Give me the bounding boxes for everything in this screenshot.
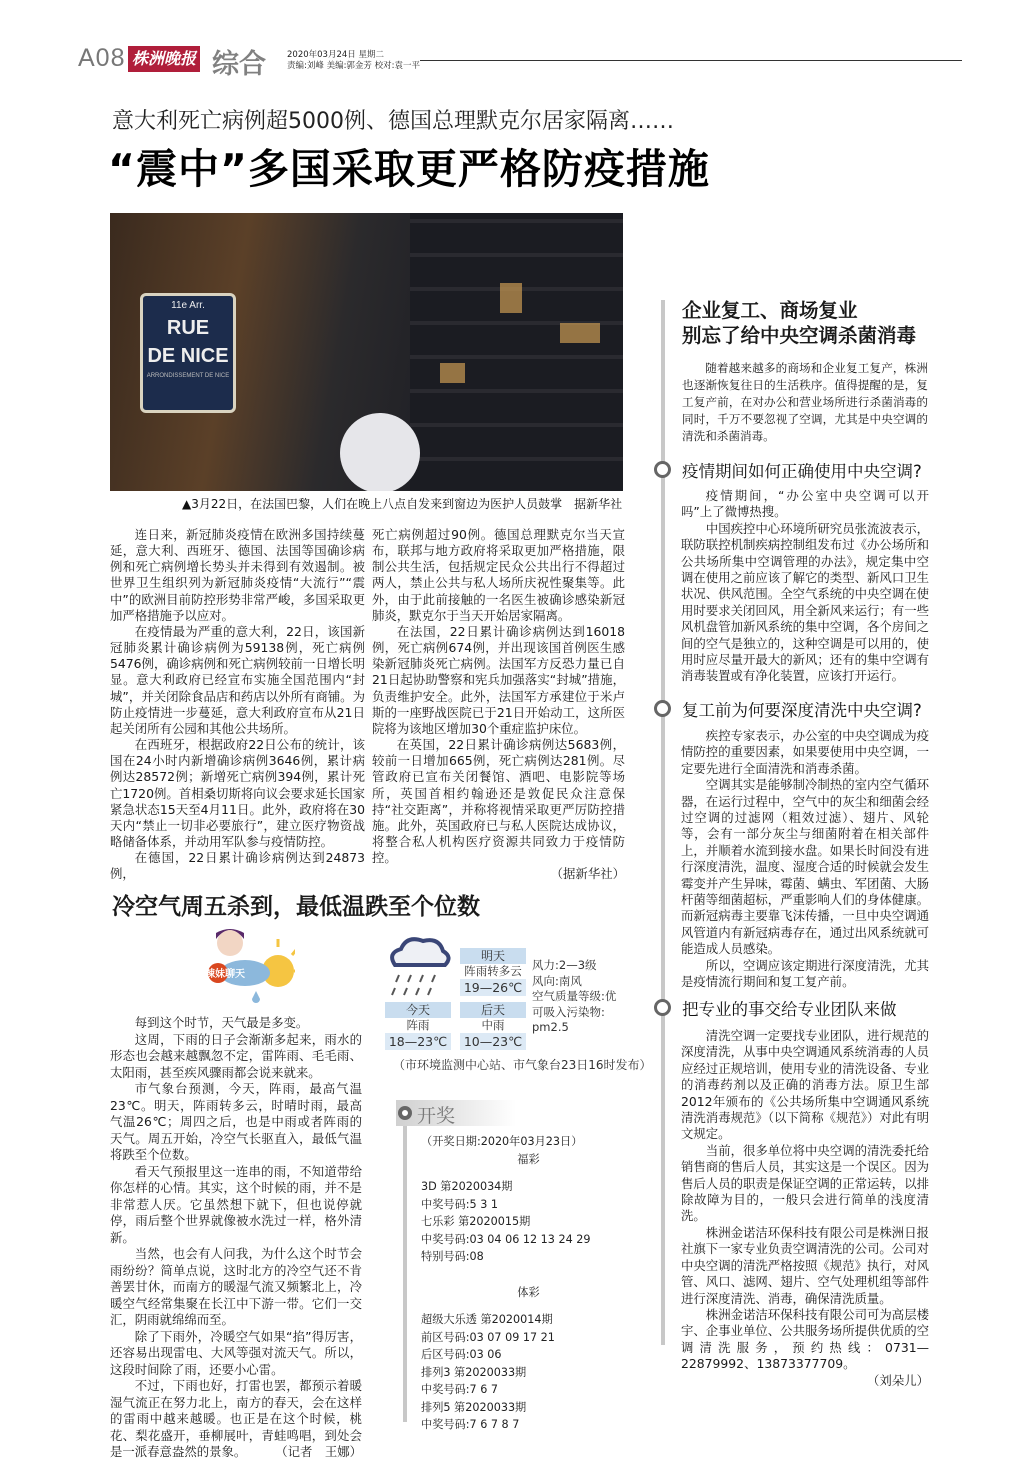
forecast-source: （市环境监测中心站、市气象台23日16时发布） — [393, 1058, 652, 1072]
lottery-results — [421, 1133, 636, 1434]
sidebar-byline: （刘朵儿） — [867, 1372, 929, 1388]
sign-line: 11e Arr. — [171, 300, 205, 311]
article-paragraph: 除了下雨外，冷暖空气如果“掐”得厉害，还容易出现雷电、大风等强对流天气。所以，这段时间除了雨，还要小心雷。 — [110, 1328, 362, 1377]
forecast-temp: 19—26℃ — [463, 980, 523, 995]
article-paragraph: 在法国，22日累计确诊病例达到16018例，死亡病例674例，并出现该国首例医生感染新冠肺炎死亡病例。法国军方反恐力量已自21日起协助警察和宪兵加强落实“封城”措施，负责维护安全。此外，法国军方承建位于米卢斯的一座野战医院已于21日开始动工，这所医院将为该地区增加30个重症监护床位。 — [372, 623, 625, 736]
forecast-condition: 阵雨 — [385, 1018, 451, 1033]
editors: 责编:刘峰 美编:郭金芳 校对:袁一平 — [287, 61, 420, 71]
article-column-2 — [372, 527, 625, 882]
photo-caption: ▲3月22日，在法国巴黎，人们在晚上八点自发来到窗边为医护人员鼓掌 据新华社 — [182, 497, 623, 511]
article-paragraph: 疾控专家表示，办公室的中央空调成为疫情防控的重要因素，如果要使用中央空调，一定要先进行全面清洗和消毒杀菌。 — [681, 728, 929, 776]
article-paragraph: 中国疾控中心环境所研究员张流波表示，联防联控机制疾病控制组发布过《办公场所和公共场所集中空调管理的办法》，规定集中空调在使用之前应该了解它的类型、新风口卫生状况、供风范围。全空气系统的中央空调在使用时要求关闭回风，用全新风来运行；有一些风机盘管加新风系统的集中空调，各个房间之间的空气是独立的，这种空调是可以用的，使用时应尽量开最大的新风；还有的集中空调有消毒装置或有净化装置，应该打开运行。 — [681, 520, 929, 684]
sidebar-rule — [661, 300, 665, 1345]
lottery-line: 中奖号码:03 04 06 12 13 24 29 — [421, 1232, 591, 1246]
sidebar-headline — [682, 298, 916, 348]
forecast-temp: 10—23℃ — [463, 1034, 523, 1049]
sidebar-section-body — [681, 728, 929, 991]
weather-info — [532, 958, 616, 1036]
article-paragraph: 所以，空调应该定期进行深度清洗，尤其是疫情流行期间和复工复产前。 — [681, 957, 929, 990]
ring-icon — [654, 999, 671, 1016]
sidebar-subheading: 把专业的事交给专业团队来做 — [682, 1000, 897, 1019]
header-rule — [420, 60, 962, 61]
lottery-line: 3D 第2020034期 — [421, 1180, 513, 1193]
lottery-line: 排列3 第2020033期 — [421, 1365, 527, 1379]
lottery-header: 开奖 — [417, 1105, 456, 1127]
issue-date: 2020年03月24日 星期二 — [287, 50, 384, 60]
article-paragraph: 在英国，22日累计确诊病例达5683例，较前一日增加665例，死亡病例达281例。尽管政府已宣布关闭餐馆、酒吧、电影院等场所，英国首相约翰逊还是敦促民众注意保持“社交距离”，并称将视情采取更严厉防控措施。此外，英国政府已与私人医院达成协议，将整合私人机构医疗资源共同致力于疫情防控。 — [372, 737, 625, 866]
section-name: 综合 — [212, 49, 266, 80]
article-paragraph: 疫情期间，“办公室中央空调可以开吗”上了微博热搜。 — [681, 488, 929, 520]
article-paragraph: 当前，很多单位将中央空调的清洗委托给销售商的售后人员，其实这是一个误区。因为售后人员的职责是保证空调的正常运转，以排除故障为目的，一般只会进行简单的浅度清洗。 — [681, 1142, 929, 1224]
article-paragraph: 在疫情最为严重的意大利，22日，该国新冠肺炎累计确诊病例为59138例，死亡病例5476例，确诊病例和死亡病例较前一日增长明显。意大利政府已经宣布实施全国范围内“封城”，并关闭除食品店和药店以外所有商铺。为防止疫情进一步蔓延，意大利政府宣布从21日起关闭所有公园和其他公共场所。 — [110, 623, 365, 736]
lottery-line: 中奖号码:7 6 7 8 7 — [421, 1418, 520, 1431]
article-paragraph: 不过，下雨也好，打雷也罢，都预示着暖湿气流正在努力北上，南方的春天，会在这样的雷雨中越来越暖。也正是在这个时候，桃花、梨花盛开，垂柳展叶，青蛙鸣唱，到处会是一派春意盎然的景象。 — [110, 1378, 362, 1459]
photo-lamp — [340, 413, 420, 491]
sports-lottery-title: 体彩 — [517, 1285, 540, 1299]
forecast-condition: 阵雨转多云 — [460, 964, 526, 979]
article-headline: “震中”多国采取更严格防疫措施 — [108, 145, 710, 193]
lottery-header-bar — [396, 1100, 516, 1126]
article-paragraph: 看天气预报里这一连串的雨，不知道带给你怎样的心情。其实，这个时候的雨，并不是非常惹人厌。它虽然想下就下，但也说停就停，雨后整个世界就像被水洗过一样，格外清新。 — [110, 1163, 362, 1245]
avatar-logo-text: 辣妹聊天 — [205, 969, 245, 980]
sign-line: ARRONDISSEMENT DE NICE — [146, 373, 230, 379]
forecast-temp: 18—23℃ — [388, 1034, 448, 1049]
article-paragraph: 在德国，22日累计确诊病例达到24873例， — [110, 850, 365, 882]
page-number: A08 — [78, 44, 126, 72]
pollutant-label: 可吸入污染物: — [532, 1004, 605, 1019]
air-quality: 空气质量等级:优 — [532, 989, 617, 1003]
lottery-rule — [403, 1126, 407, 1422]
forecast-condition: 中雨 — [460, 1018, 526, 1033]
lottery-line: 排列5 第2020033期 — [421, 1400, 527, 1414]
article-paragraph: 连日来，新冠肺炎疫情在欧洲多国持续蔓延，意大利、西班牙、德国、法国等国确诊病例和死亡病例增长势头并未得到有效遏制。被世界卫生组织列为新冠肺炎疫情“大流行”“震中”的欧洲目前防控形势非常严峻，多国采取更加严格措施予以应对。 — [110, 527, 365, 623]
forecast-tomorrow — [460, 948, 526, 996]
intro-text: 随着越来越多的商场和企业复工复产，株洲也逐渐恢复往日的生活秩序。值得提醒的是，复工复产前，在对办公和营业场所进行杀菌消毒的同时，千万不要忽视了空调，尤其是中央空调的清洗和杀菌消毒。 — [682, 361, 928, 443]
issue-meta — [287, 50, 420, 72]
forecast-day: 后天 — [460, 1002, 526, 1018]
street-sign — [140, 293, 236, 413]
welfare-lottery-title: 福彩 — [517, 1152, 540, 1166]
sidebar-section-body — [681, 1028, 929, 1389]
lottery-line: 中奖号码:5 3 1 — [421, 1197, 498, 1211]
ring-icon — [654, 461, 671, 478]
pollutant-value: pm2.5 — [532, 1020, 569, 1034]
sidebar-subheading: 疫情期间如何正确使用中央空调? — [682, 462, 922, 481]
sidebar-subheading: 复工前为何要深度清洗中央空调? — [682, 701, 922, 720]
photo-building — [410, 213, 623, 491]
article-paragraph: 当然，也会有人问我，为什么这个时节会雨纷纷？简单点说，这时北方的冷空气还不肯善罢甘休，而南方的暖湿气流又频繁北上，冷暖空气经常集聚在长江中下游一带。它们一交汇，阴雨就绵绵而至。 — [110, 1246, 362, 1327]
wind-force: 风力:2—3级 — [532, 958, 597, 972]
ring-icon — [398, 1106, 412, 1120]
news-photo — [110, 213, 623, 491]
article-kicker: 意大利死亡病例超5000例、德国总理默克尔居家隔离…… — [112, 109, 674, 134]
lottery-line: 超级大乐透 第2020014期 — [421, 1313, 553, 1326]
weather-byline: （记者 王娜） — [275, 1444, 362, 1459]
lottery-line: 七乐彩 第2020015期 — [421, 1215, 531, 1228]
article-column-1 — [110, 527, 365, 882]
lottery-line: 前区号码:03 07 09 17 21 — [421, 1330, 555, 1344]
headline-line: 企业复工、商场复业 — [682, 299, 858, 322]
lottery-line: 中奖号码:7 6 7 — [421, 1383, 498, 1396]
rain-cloud-icon — [385, 935, 453, 999]
article-paragraph: 空调其实是能够制冷制热的室内空气循环器，在运行过程中，空气中的灰尘和细菌会经过空调的过滤网（粗效过滤）、翅片、风轮等，会有一部分灰尘与细菌附着在相关部件上，并顺着水流到接水盘。如果长时间没有进行深度清洗，温度、湿度合适的时候就会发生霉变并产生异味，霉菌、螨虫、军团菌、大肠杆菌等细菌超标，严重影响人们的身体健康。而新冠病毒主要靠飞沫传播，一旦中央空调通风管道内有新冠病毒存在，通过出风系统就可能造成人员感染。 — [681, 777, 929, 957]
wind-direction: 风向:南风 — [532, 973, 582, 988]
headline-line: 别忘了给中央空调杀菌消毒 — [682, 324, 917, 347]
article-paragraph: 这周，下雨的日子会渐渐多起来，雨水的形态也会越来越飘忽不定，雷阵雨、毛毛雨、太阳雨，甚至疾风骤雨都会说来就来。 — [110, 1031, 362, 1080]
columnist-avatar — [200, 925, 295, 1003]
lottery-line: 后区号码:03 06 — [421, 1348, 502, 1361]
sign-line: RUE — [166, 317, 210, 339]
article-paragraph: 在西班牙，根据政府22日公布的统计，该国在24小时内新增确诊病例3646例，累计病例达28572例；新增死亡病例394例，累计死亡1720例。首相桑切斯将向议会要求延长国家紧急状态15天至4月11日。此外，政府将在30天内“禁止一切非必要旅行”，建立医疗物资战略储备体系，并动用军队参与疫情防控。 — [110, 737, 365, 849]
weather-headline: 冷空气周五杀到，最低温跌至个位数 — [112, 893, 480, 920]
forecast-day: 明天 — [460, 948, 526, 964]
sign-line: DE NICE — [147, 345, 229, 367]
forecast-day-after — [460, 1002, 526, 1050]
article-paragraph: 清洗空调一定要找专业团队，进行规范的深度清洗，从事中央空调通风系统消毒的人员应经过正规培训，使用专业的清洗设备、专业的消毒药剂以及正确的消毒方法。原卫生部2012年颁布的《公共场所集中空调通风系统清洗消毒规范》（以下简称《规范》）对此有明文规定。 — [681, 1028, 929, 1142]
article-paragraph: 每到这个时节，天气最是多变。 — [134, 1015, 309, 1030]
article-paragraph: 株洲金诺洁环保科技有限公司可为高层楼宇、企事业单位、公共服务场所提供优质的空调清洗服务，预约热线：0731—22879992、13873377709。 — [681, 1306, 929, 1372]
article-paragraph: 市气象台预测，今天，阵雨，最高气温23℃。明天，阵雨转多云，时晴时雨，最高气温26℃；周四之后，也是中雨或者阵雨的天气。周五开始，冷空气长驱直入，最低气温将跌至个位数。 — [110, 1081, 362, 1162]
sidebar-intro — [682, 360, 928, 445]
article-credit: （据新华社） — [550, 866, 625, 882]
newspaper-logo: 株洲晚报 — [128, 46, 200, 72]
lottery-line: 特别号码:08 — [421, 1250, 484, 1263]
ring-icon — [654, 700, 671, 717]
article-paragraph: 株洲金诺洁环保科技有限公司是株洲日报社旗下一家专业负责空调清洗的公司。公司对中央空调的清洗严格按照《规范》执行，对风管、风口、滤网、翅片、空气处理机组等部件进行深度清洗、消毒，确保清洗质量。 — [681, 1224, 929, 1306]
draw-date: （开奖日期:2020年03月23日） — [421, 1135, 583, 1148]
article-paragraph: 死亡病例超过90例。德国总理默克尔当天宣布，联邦与地方政府将采取更加严格措施，限制公共生活，包括规定民众公共出行不得超过两人，禁止公共与私人场所庆祝性聚集等。此外，由于此前接触的一名医生被确诊感染新冠肺炎，默克尔于当天开始居家隔离。 — [372, 527, 625, 623]
weather-article-body — [110, 1015, 362, 1461]
forecast-day: 今天 — [385, 1002, 451, 1018]
forecast-today — [385, 1002, 451, 1050]
sidebar-section-body — [681, 488, 929, 685]
